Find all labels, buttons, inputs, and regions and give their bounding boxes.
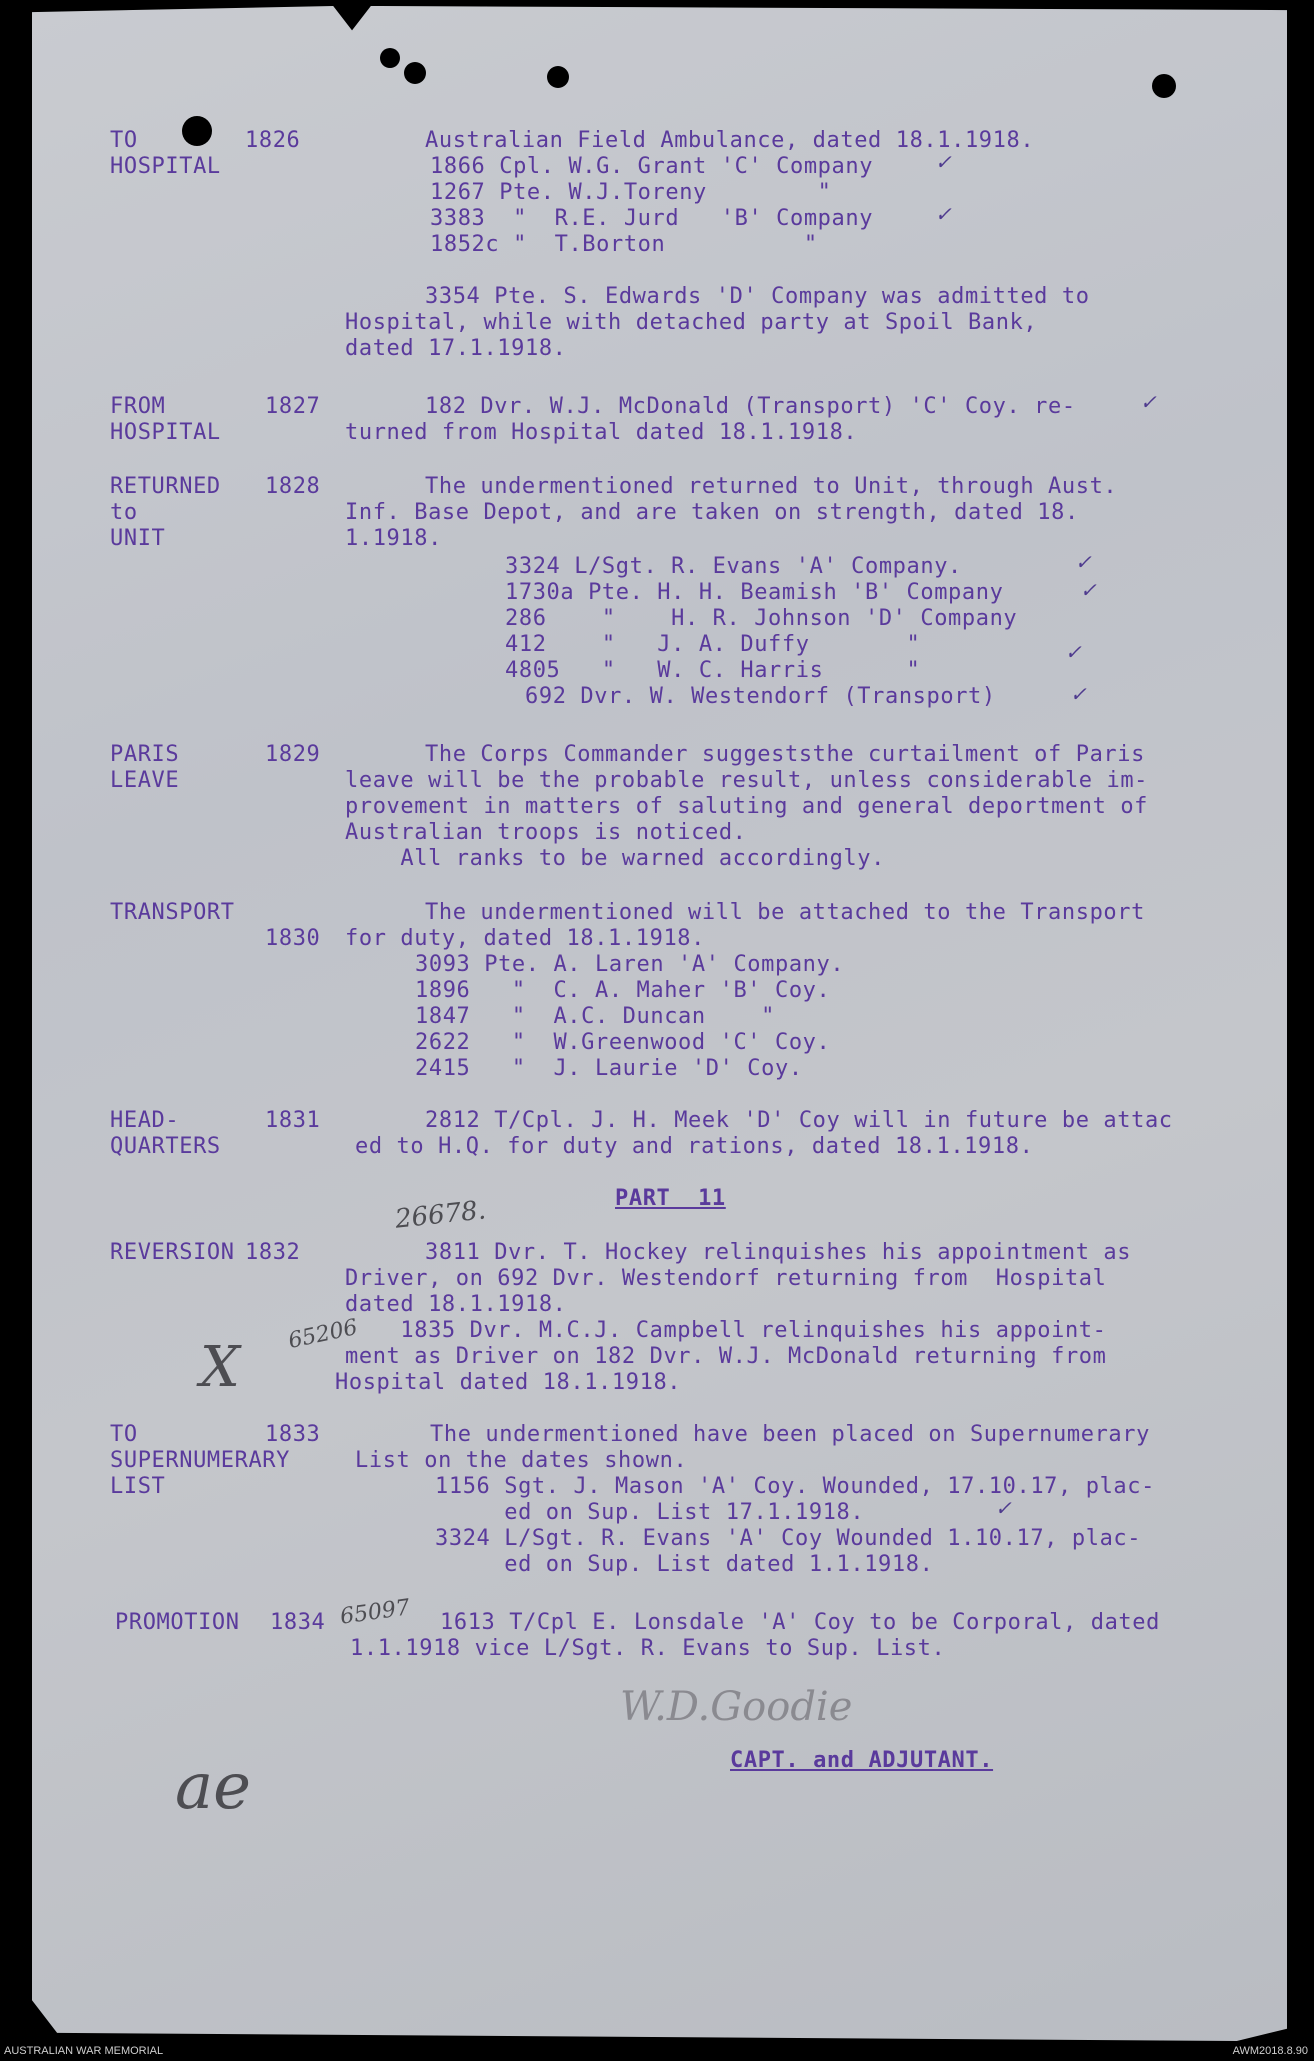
entry-line: The undermentioned will be attached to the Transport [425,900,1145,925]
check-mark: ✓ [935,150,952,174]
entry-line: provement in matters of saluting and general deportment of [345,794,1149,819]
entry-line: Australian troops is noticed. [345,820,747,845]
punch-hole [1152,74,1176,98]
check-mark: ✓ [1075,550,1092,574]
footer-credit: AUSTRALIAN WAR MEMORIAL [4,2045,164,2057]
section-number: 1832 [245,1240,301,1265]
entry-line: 3354 Pte. S. Edwards 'D' Company was admitted to [425,284,1090,309]
entry-line: dated 18.1.1918. [345,1292,567,1317]
section-heading: REVERSION [110,1240,235,1265]
roll-line: 2415 " J. Laurie 'D' Coy. [415,1056,803,1081]
section-number: 1830 [265,926,321,951]
entry-line: 3811 Dvr. T. Hockey relinquishes his appointment as [425,1240,1132,1265]
roll-line: 1847 " A.C. Duncan " [415,1004,775,1029]
roll-line: 4805 " W. C. Harris " [505,658,921,683]
handwritten-number: 65097 [338,1595,412,1630]
section-heading: FROM HOSPITAL [110,394,221,445]
section-number: 1833 [265,1422,321,1447]
signoff: CAPT. and ADJUTANT. [730,1748,994,1773]
roll-line: 2622 " W.Greenwood 'C' Coy. [415,1030,831,1055]
section-number: 1834 [270,1610,326,1635]
check-mark: ✓ [1070,682,1087,706]
entry-line: 2812 T/Cpl. J. H. Meek 'D' Coy will in future be attac [425,1108,1173,1133]
check-mark: ✓ [1065,640,1082,664]
entry-line: The undermentioned have been placed on Supernumerary [430,1422,1150,1447]
entry-line: List on the dates shown. [355,1448,688,1473]
section-heading: TRANSPORT [110,900,235,925]
section-heading: TO HOSPITAL [110,128,221,179]
roll-line: 3324 L/Sgt. R. Evans 'A' Company. [505,554,962,579]
entry-line: Australian Field Ambulance, dated 18.1.1918. [425,128,1035,153]
section-heading: RETURNED to UNIT [110,474,221,551]
handwritten-number: 65206 [286,1314,360,1355]
entry-line: 182 Dvr. W.J. McDonald (Transport) 'C' Coy. re- [425,394,1076,419]
entry-line: 1.1.1918 vice L/Sgt. R. Evans to Sup. List. [350,1636,946,1661]
entry-line: Hospital, while with detached party at Spoil Bank, [345,310,1038,335]
roll-line: 412 " J. A. Duffy " [505,632,921,657]
roll-line: 3093 Pte. A. Laren 'A' Company. [415,952,845,977]
entry-line: Driver, on 692 Dvr. Westendorf returning from Hospital [345,1266,1107,1291]
entry-line: 1.1918. [345,526,442,551]
entry-line: Hospital dated 18.1.1918. [335,1370,682,1395]
footer-bar [0,2043,1314,2061]
section-number: 1829 [265,742,321,767]
handwritten-initials: ae [175,1750,252,1824]
punch-hole [404,62,426,84]
entry-line: ed to H.Q. for duty and rations, dated 18.1.1918. [355,1134,1034,1159]
entry-line: 3383 " R.E. Jurd 'B' Company [430,206,874,231]
entry-line: 1267 Pte. W.J.Toreny " [430,180,832,205]
entry-line: dated 17.1.1918. [345,336,567,361]
roll-line: 692 Dvr. W. Westendorf (Transport) [525,684,996,709]
check-mark: ✓ [995,1496,1012,1520]
entry-line: Inf. Base Depot, and are taken on strength, dated 18. [345,500,1079,525]
signature: W.D.Goodie [620,1684,853,1730]
roll-line: 1156 Sgt. J. Mason 'A' Coy. Wounded, 17.10.17, plac- [435,1474,1155,1499]
entry-line: for duty, dated 18.1.1918. [345,926,705,951]
roll-line: ed on Sup. List 17.1.1918. [435,1500,865,1525]
roll-line: 1730a Pte. H. H. Beamish 'B' Company [505,580,1004,605]
check-mark: ✓ [1140,390,1157,414]
check-mark: ✓ [935,202,952,226]
roll-line: 286 " H. R. Johnson 'D' Company [505,606,1018,631]
entry-line: The undermentioned returned to Unit, through Aust. [425,474,1118,499]
section-heading: HEAD- QUARTERS [110,1108,221,1159]
punch-hole [380,48,400,68]
handwritten-x-mark: X [200,1335,240,1400]
entry-line: The Corps Commander suggeststhe curtailment of Paris [425,742,1145,767]
entry-line: turned from Hospital dated 18.1.1918. [345,420,858,445]
entry-line: ment as Driver on 182 Dvr. W.J. McDonald returning from [345,1344,1107,1369]
section-heading: TO SUPERNUMERARY LIST [110,1422,290,1499]
roll-line: ed on Sup. List dated 1.1.1918. [435,1552,934,1577]
section-heading: PROMOTION [115,1610,240,1635]
section-number: 1828 [265,474,321,499]
part-heading: PART 11 [615,1186,726,1211]
section-number: 1831 [265,1108,321,1133]
section-number: 1826 [245,128,301,153]
punch-hole [547,66,569,88]
section-heading: PARIS LEAVE [110,742,180,793]
entry-line: 1613 T/Cpl E. Lonsdale 'A' Coy to be Corporal, dated [440,1610,1160,1635]
entry-line: All ranks to be warned accordingly. [345,846,885,871]
entry-line: 1866 Cpl. W.G. Grant 'C' Company [430,154,874,179]
entry-line: 1835 Dvr. M.C.J. Campbell relinquishes his appoint- [345,1318,1107,1343]
section-number: 1827 [265,394,321,419]
handwritten-number: 26678. [393,1195,488,1235]
entry-line: leave will be the probable result, unless considerable im- [345,768,1149,793]
roll-line: 1896 " C. A. Maher 'B' Coy. [415,978,831,1003]
check-mark: ✓ [1080,578,1097,602]
roll-line: 3324 L/Sgt. R. Evans 'A' Coy Wounded 1.10.17, plac- [435,1526,1142,1551]
entry-line: 1852c " T.Borton " [430,232,818,257]
footer-reference: AWM2018.8.90 [1232,2045,1308,2057]
